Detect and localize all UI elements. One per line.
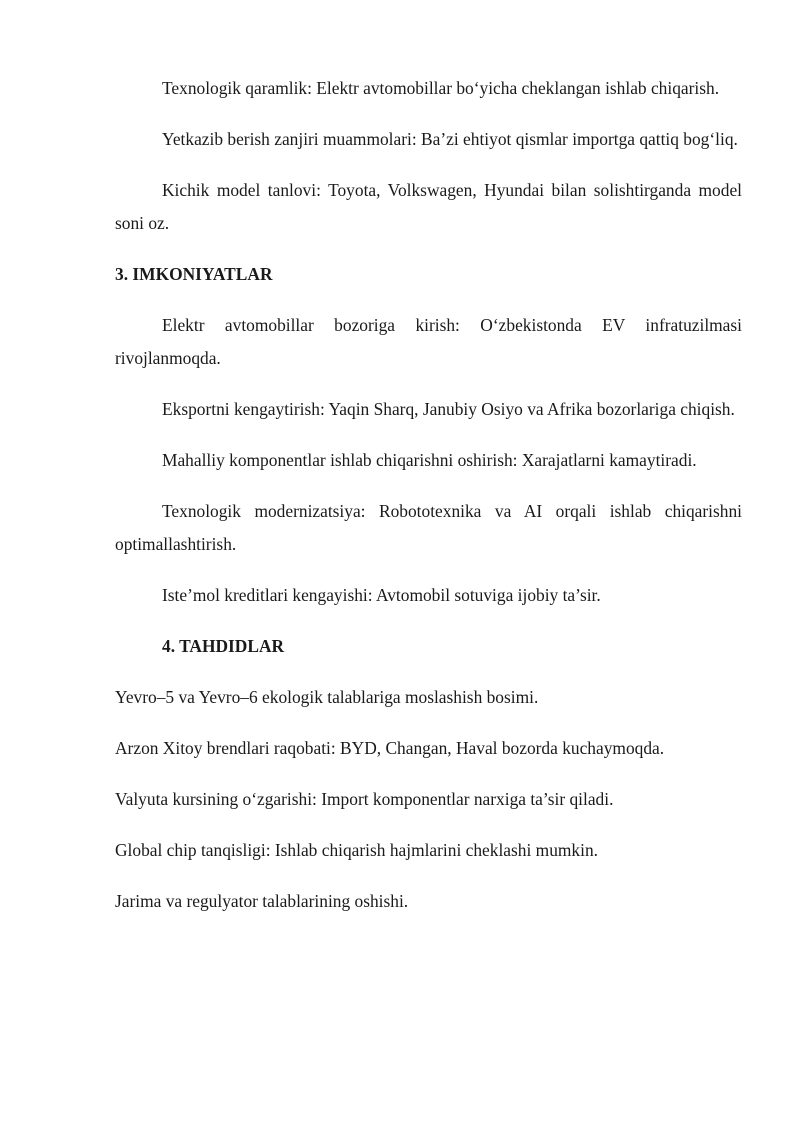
threat-paragraph: Jarima va regulyator talablarining oshishi. <box>115 891 409 911</box>
threat-paragraph: Global chip tanqisligi: Ishlab chiqarish hajmlarini cheklashi mumkin. <box>115 840 598 860</box>
opportunity-paragraph: Elektr avtomobillar bozoriga kirish: O‘zbekistonda EV infratuzilmasi rivojlanmoqda. <box>115 315 742 368</box>
weakness-paragraph: Yetkazib berish zanjiri muammolari: Ba’zi ehtiyot qismlar importga qattiq bog‘liq. <box>162 129 738 149</box>
section-heading-threats: 4. TAHDIDLAR <box>162 636 285 656</box>
opportunity-paragraph: Eksportni kengaytirish: Yaqin Sharq, Janubiy Osiyo va Afrika bozorlariga chiqish. <box>162 399 735 419</box>
document-page <box>115 72 742 936</box>
opportunity-paragraph: Texnologik modernizatsiya: Robototexnika va AI orqali ishlab chiqarishni optimallashtirish. <box>115 501 742 554</box>
weakness-paragraph: Kichik model tanlovi: Toyota, Volkswagen, Hyundai bilan solishtirganda model soni oz. <box>115 180 742 233</box>
threat-paragraph: Yevro–5 va Yevro–6 ekologik talablariga moslashish bosimi. <box>115 687 539 707</box>
opportunity-paragraph: Mahalliy komponentlar ishlab chiqarishni oshirish: Xarajatlarni kamaytiradi. <box>162 450 697 470</box>
opportunity-paragraph: Iste’mol kreditlari kengayishi: Avtomobil sotuviga ijobiy ta’sir. <box>162 585 601 605</box>
threat-paragraph: Valyuta kursining o‘zgarishi: Import komponentlar narxiga ta’sir qiladi. <box>115 789 614 809</box>
threat-paragraph: Arzon Xitoy brendlari raqobati: BYD, Changan, Haval bozorda kuchaymoqda. <box>115 738 665 758</box>
section-heading-opportunities: 3. IMKONIYATLAR <box>115 264 273 284</box>
weakness-paragraph: Texnologik qaramlik: Elektr avtomobillar bo‘yicha cheklangan ishlab chiqarish. <box>162 78 720 98</box>
